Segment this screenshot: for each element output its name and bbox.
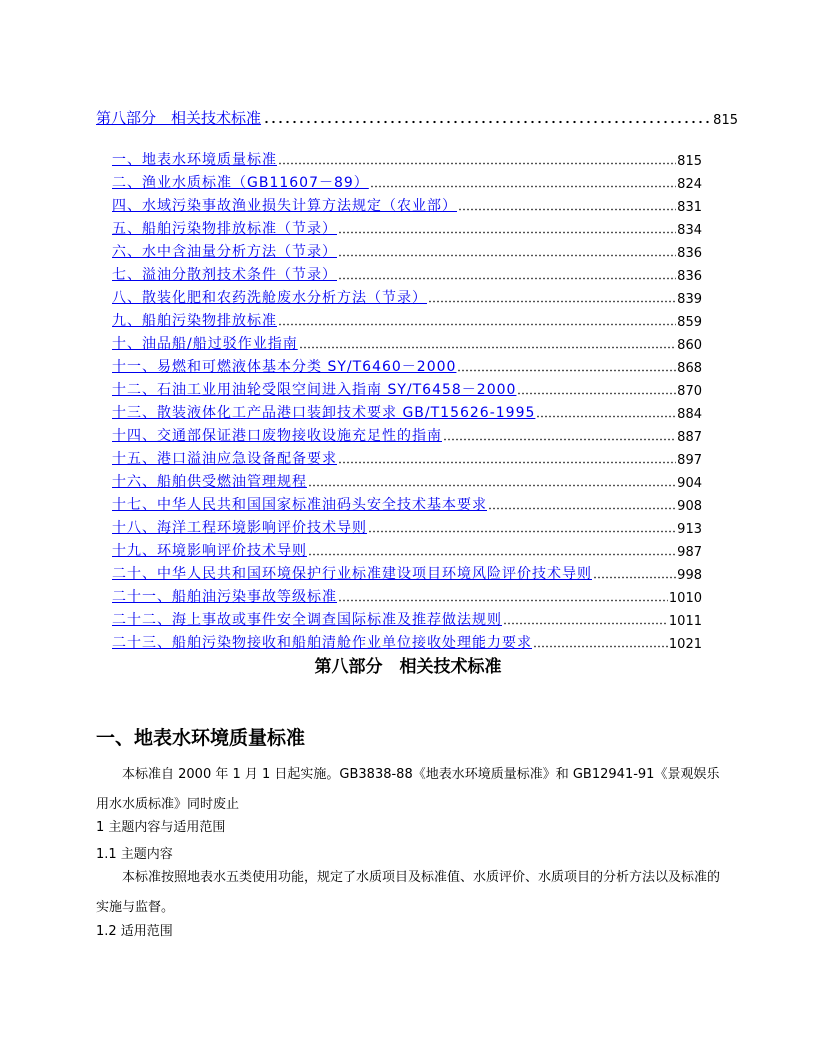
- toc-item[interactable]: [112, 606, 702, 629]
- toc-item-link[interactable]: 七、溢油分散剂技术条件（节录）: [112, 267, 337, 283]
- toc-item-page: 870: [677, 384, 702, 399]
- section-title: 第八部分 相关技术标准: [314, 657, 502, 677]
- toc-leader-dots: [263, 114, 711, 124]
- toc-item-page: 987: [677, 545, 702, 560]
- toc-item-link[interactable]: 四、水域污染事故渔业损失计算方法规定（农业部）: [112, 198, 457, 214]
- toc-leader-dots: [458, 203, 676, 211]
- toc-item-link[interactable]: 二十、中华人民共和国环境保护行业标准建设项目环境风险评价技术导则: [112, 566, 592, 582]
- toc-item-page: 913: [677, 522, 702, 537]
- toc-item[interactable]: [112, 422, 702, 445]
- toc-item-page: 839: [677, 292, 702, 307]
- toc-leader-dots: [308, 479, 676, 487]
- toc-leader-dots: [338, 249, 676, 257]
- toc-item-link[interactable]: 十六、船舶供受燃油管理规程: [112, 474, 307, 490]
- toc-item-page: 860: [677, 338, 702, 353]
- toc-main-page: 815: [713, 113, 738, 128]
- toc-item-page: 884: [677, 407, 702, 422]
- toc-leader-dots: [457, 364, 676, 372]
- toc-item-link[interactable]: 八、散装化肥和农药洗舱废水分析方法（节录）: [112, 290, 427, 306]
- toc-leader-dots: [338, 226, 676, 234]
- toc-item[interactable]: [112, 215, 702, 238]
- toc-item-link[interactable]: 十五、港口溢油应急设备配备要求: [112, 451, 337, 467]
- toc-item-page: 1010: [668, 591, 702, 606]
- toc-item-page: 815: [677, 154, 702, 169]
- toc-item[interactable]: [112, 353, 702, 376]
- toc-item-page: 904: [677, 476, 702, 491]
- toc-item[interactable]: [112, 491, 702, 514]
- toc-leader-dots: [503, 617, 668, 625]
- toc-item[interactable]: [112, 330, 702, 353]
- toc-item-page: 908: [677, 499, 702, 514]
- toc-item-page: 1021: [668, 637, 702, 652]
- toc-item-link[interactable]: 二十一、船舶油污染事故等级标准: [112, 589, 337, 605]
- toc-item[interactable]: [112, 583, 702, 606]
- toc-item-link[interactable]: 十八、海洋工程环境影响评价技术导则: [112, 520, 367, 536]
- toc-item-link[interactable]: 十四、交通部保证港口废物接收设施充足性的指南: [112, 428, 442, 444]
- toc-item-link[interactable]: 九、船舶污染物排放标准: [112, 313, 277, 329]
- subheading-1-1: 1.1 主题内容: [96, 847, 173, 862]
- toc-leader-dots: [308, 548, 676, 556]
- toc-item-link[interactable]: 二十三、船舶污染物接收和船舶清舱作业单位接收处理能力要求: [112, 635, 532, 651]
- toc-list: [112, 146, 702, 652]
- toc-item[interactable]: [112, 560, 702, 583]
- toc-leader-dots: [536, 410, 676, 418]
- toc-main-link[interactable]: 第八部分 相关技术标准: [96, 109, 262, 127]
- paragraph-effective-date: 本标准自 2000 年 1 月 1 日起实施。GB3838-88《地表水环境质量标准》和 GB12941-91《景观娱乐用水水质标准》同时废止: [96, 767, 720, 812]
- toc-item[interactable]: [112, 169, 702, 192]
- toc-leader-dots: [370, 180, 676, 188]
- toc-item-link[interactable]: 五、船舶污染物排放标准（节录）: [112, 221, 337, 237]
- toc-leader-dots: [517, 387, 676, 395]
- toc-item-link[interactable]: 十七、中华人民共和国国家标准油码头安全技术基本要求: [112, 497, 487, 513]
- toc-item-link[interactable]: 十三、散装液体化工产品港口装卸技术要求 GB/T15626-1995: [112, 405, 536, 421]
- toc-item[interactable]: [112, 261, 702, 284]
- toc-leader-dots: [299, 341, 676, 349]
- toc-item[interactable]: [112, 399, 702, 422]
- toc-item[interactable]: [112, 468, 702, 491]
- paragraph-main-content: 本标准按照地表水五类使用功能，规定了水质项目及标准值、水质评价、水质项目的分析方法以及标准的实施与监督。: [96, 870, 721, 915]
- toc-item-page: 836: [677, 246, 702, 261]
- toc-item[interactable]: [112, 307, 702, 330]
- toc-item-page: 998: [677, 568, 702, 583]
- toc-leader-dots: [338, 272, 676, 280]
- toc-leader-dots: [593, 571, 676, 579]
- toc-leader-dots: [338, 456, 676, 464]
- toc-item-page: 859: [677, 315, 702, 330]
- toc-leader-dots: [443, 433, 676, 441]
- toc-leader-dots: [338, 594, 668, 602]
- toc-item-link[interactable]: 十九、环境影响评价技术导则: [112, 543, 307, 559]
- toc-item[interactable]: [112, 284, 702, 307]
- toc-leader-dots: [368, 525, 676, 533]
- toc-item-link[interactable]: 十二、石油工业用油轮受限空间进入指南 SY/T6458－2000: [112, 382, 517, 398]
- heading-surface-water-standard: 一、地表水环境质量标准: [96, 727, 306, 749]
- toc-item[interactable]: [112, 376, 702, 399]
- subheading-1-2: 1.2 适用范围: [96, 924, 173, 939]
- toc-item-page: 831: [677, 200, 702, 215]
- toc-leader-dots: [533, 640, 668, 648]
- toc-item-link[interactable]: 一、地表水环境质量标准: [112, 152, 277, 168]
- toc-item[interactable]: [112, 146, 702, 169]
- toc-leader-dots: [278, 318, 676, 326]
- toc-leader-dots: [488, 502, 676, 510]
- toc-leader-dots: [278, 157, 676, 165]
- toc-item-page: 887: [677, 430, 702, 445]
- toc-main-entry[interactable]: [96, 104, 738, 128]
- toc-item[interactable]: [112, 629, 702, 652]
- toc-item-page: 897: [677, 453, 702, 468]
- toc-item[interactable]: [112, 238, 702, 261]
- toc-item-page: 836: [677, 269, 702, 284]
- toc-leader-dots: [428, 295, 676, 303]
- toc-item-link[interactable]: 十、油品船/船过驳作业指南: [112, 336, 298, 352]
- toc-item[interactable]: [112, 537, 702, 560]
- toc-item-link[interactable]: 二、渔业水质标准（GB11607－89）: [112, 175, 369, 191]
- toc-item-link[interactable]: 十一、易燃和可燃液体基本分类 SY/T6460－2000: [112, 359, 457, 375]
- toc-item-page: 834: [677, 223, 702, 238]
- toc-item[interactable]: [112, 192, 702, 215]
- toc-item-link[interactable]: 六、水中含油量分析方法（节录）: [112, 244, 337, 260]
- toc-item-page: 868: [677, 361, 702, 376]
- toc-item-link[interactable]: 二十二、海上事故或事件安全调查国际标准及推荐做法规则: [112, 612, 502, 628]
- subheading-1: 1 主题内容与适用范围: [96, 820, 226, 835]
- toc-item-page: 1011: [668, 614, 702, 629]
- toc-item[interactable]: [112, 514, 702, 537]
- toc-item-page: 824: [677, 177, 702, 192]
- toc-item[interactable]: [112, 445, 702, 468]
